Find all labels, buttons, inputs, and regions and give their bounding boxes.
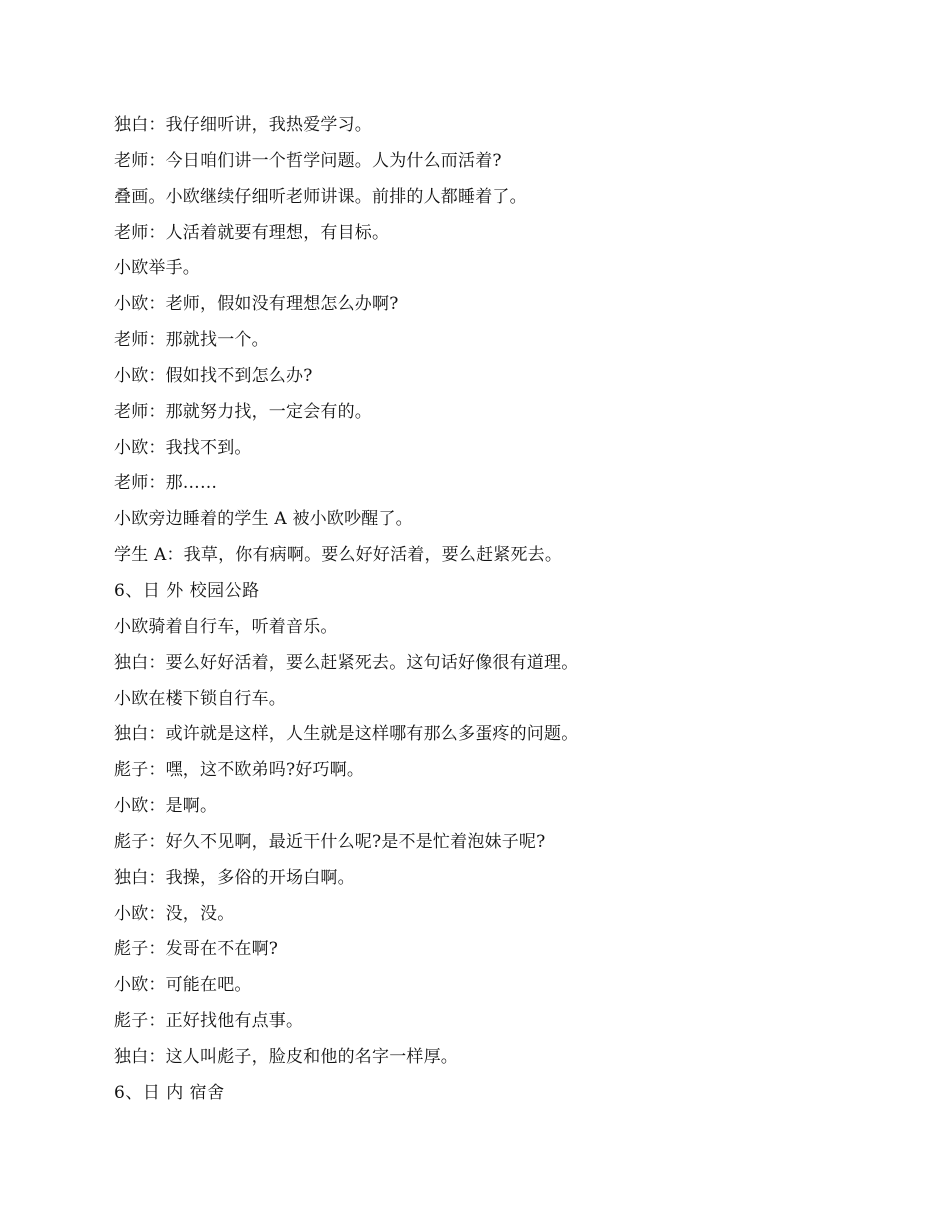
script-line: 老师：那就找一个。 [114, 330, 269, 351]
script-line: 彪子：嘿，这不欧弟吗?好巧啊。 [114, 760, 365, 781]
script-line: 独白：或许就是这样，人生就是这样哪有那么多蛋疼的问题。 [114, 724, 579, 745]
script-line: 小欧：是啊。 [114, 796, 218, 817]
script-line: 彪子：正好找他有点事。 [114, 1011, 304, 1032]
script-line: 学生 A：我草，你有病啊。要么好好活着，要么赶紧死去。 [114, 545, 563, 566]
script-line: 小欧在楼下锁自行车。 [114, 688, 286, 709]
script-line: 老师：那…… [114, 473, 218, 494]
script-line: 独白：我操，多俗的开场白啊。 [114, 867, 355, 888]
script-line: 小欧举手。 [114, 258, 200, 279]
script-line: 叠画。小欧继续仔细听老师讲课。前排的人都睡着了。 [114, 186, 527, 207]
script-line: 独白：我仔细听讲，我热爱学习。 [114, 115, 372, 135]
script-line: 小欧：没，没。 [114, 903, 235, 924]
script-line: 小欧：我找不到。 [114, 437, 252, 458]
script-line: 小欧：假如找不到怎么办? [114, 365, 313, 386]
script-line: 小欧骑着自行车，听着音乐。 [114, 616, 338, 637]
script-line: 小欧：老师，假如没有理想怎么办啊? [114, 294, 399, 315]
script-line: 彪子：发哥在不在啊? [114, 939, 279, 960]
script-text-block [114, 108, 874, 1112]
script-line: 彪子：好久不见啊，最近干什么呢?是不是忙着泡妹子呢? [114, 831, 546, 852]
script-line: 老师：那就努力找，一定会有的。 [114, 401, 372, 422]
script-line: 老师：今日咱们讲一个哲学问题。人为什么而活着? [114, 150, 502, 171]
script-line: 小欧旁边睡着的学生 A 被小欧吵醒了。 [114, 509, 413, 530]
script-line: 老师：人活着就要有理想，有目标。 [114, 222, 390, 243]
scene-heading: 6、日 内 宿舍 [114, 1082, 225, 1103]
script-line: 独白：要么好好活着，要么赶紧死去。这句话好像很有道理。 [114, 652, 579, 673]
script-line: 独白：这人叫彪子，脸皮和他的名字一样厚。 [114, 1046, 458, 1067]
scene-heading: 6、日 外 校园公路 [114, 580, 260, 601]
script-line: 小欧：可能在吧。 [114, 975, 252, 996]
